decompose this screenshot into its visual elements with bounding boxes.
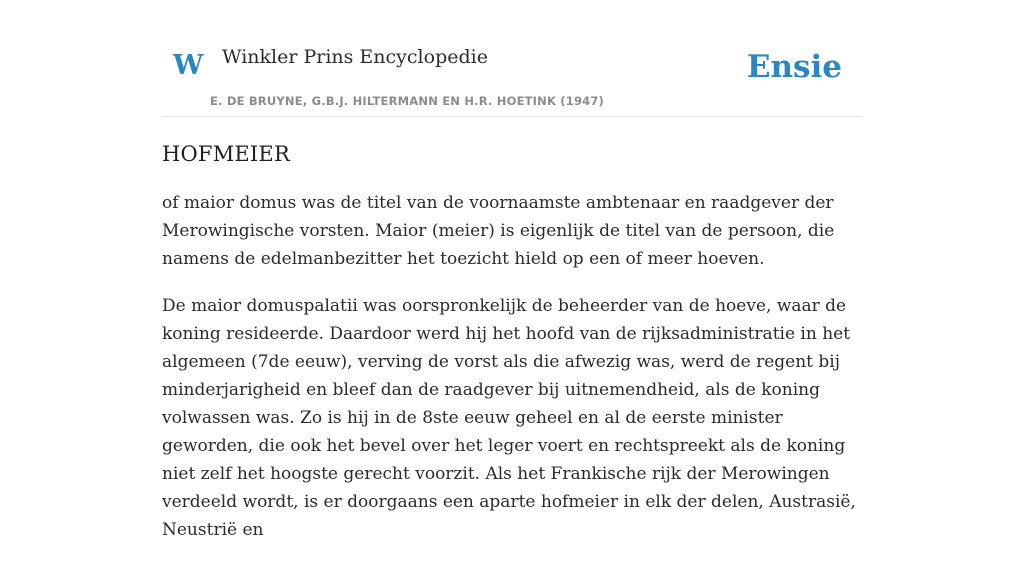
ensie-brand-logo[interactable]: Ensie xyxy=(746,49,842,85)
publication-authors: E. DE BRUYNE, G.B.J. HILTERMANN EN H.R. HOETINK (1947) xyxy=(210,94,605,108)
article-content xyxy=(162,138,862,563)
site-header xyxy=(162,0,862,117)
publication-logo[interactable]: W xyxy=(173,50,204,81)
article-paragraph: of maior domus was de titel van de voornaamste ambtenaar en raadgever der Merowingische vorsten. Maior (meier) is eigenlijk de titel van de persoon, die namens de edelmanbezitter het toezicht hield op een of meer hoeven. xyxy=(162,193,835,269)
publication-title[interactable]: Winkler Prins Encyclopedie xyxy=(222,46,488,68)
article-paragraph: De maior domuspalatii was oorspronkelijk de beheerder van de hoeve, waar de koning resideerde. Daardoor werd hij het hoofd van de rijksadministratie in het algemeen (7de eeuw), verving de vorst als die afwezig was, werd de regent bij minderjarigheid en bleef dan de raadgever bij uitnemendheid, als de koning volwassen was. Zo is hij in de 8ste eeuw geheel en al de eerste minister geworden, die ook het bevel over het leger voert en rechtspreekt als de koning niet zelf het hoogste gerecht voorzit. Als het Frankische rijk der Merowingen verdeeld wordt, is er doorgaans een aparte hofmeier in elk der delen, Austrasië, Neustrië en xyxy=(162,296,856,540)
article-headword: HOFMEIER xyxy=(162,142,290,166)
